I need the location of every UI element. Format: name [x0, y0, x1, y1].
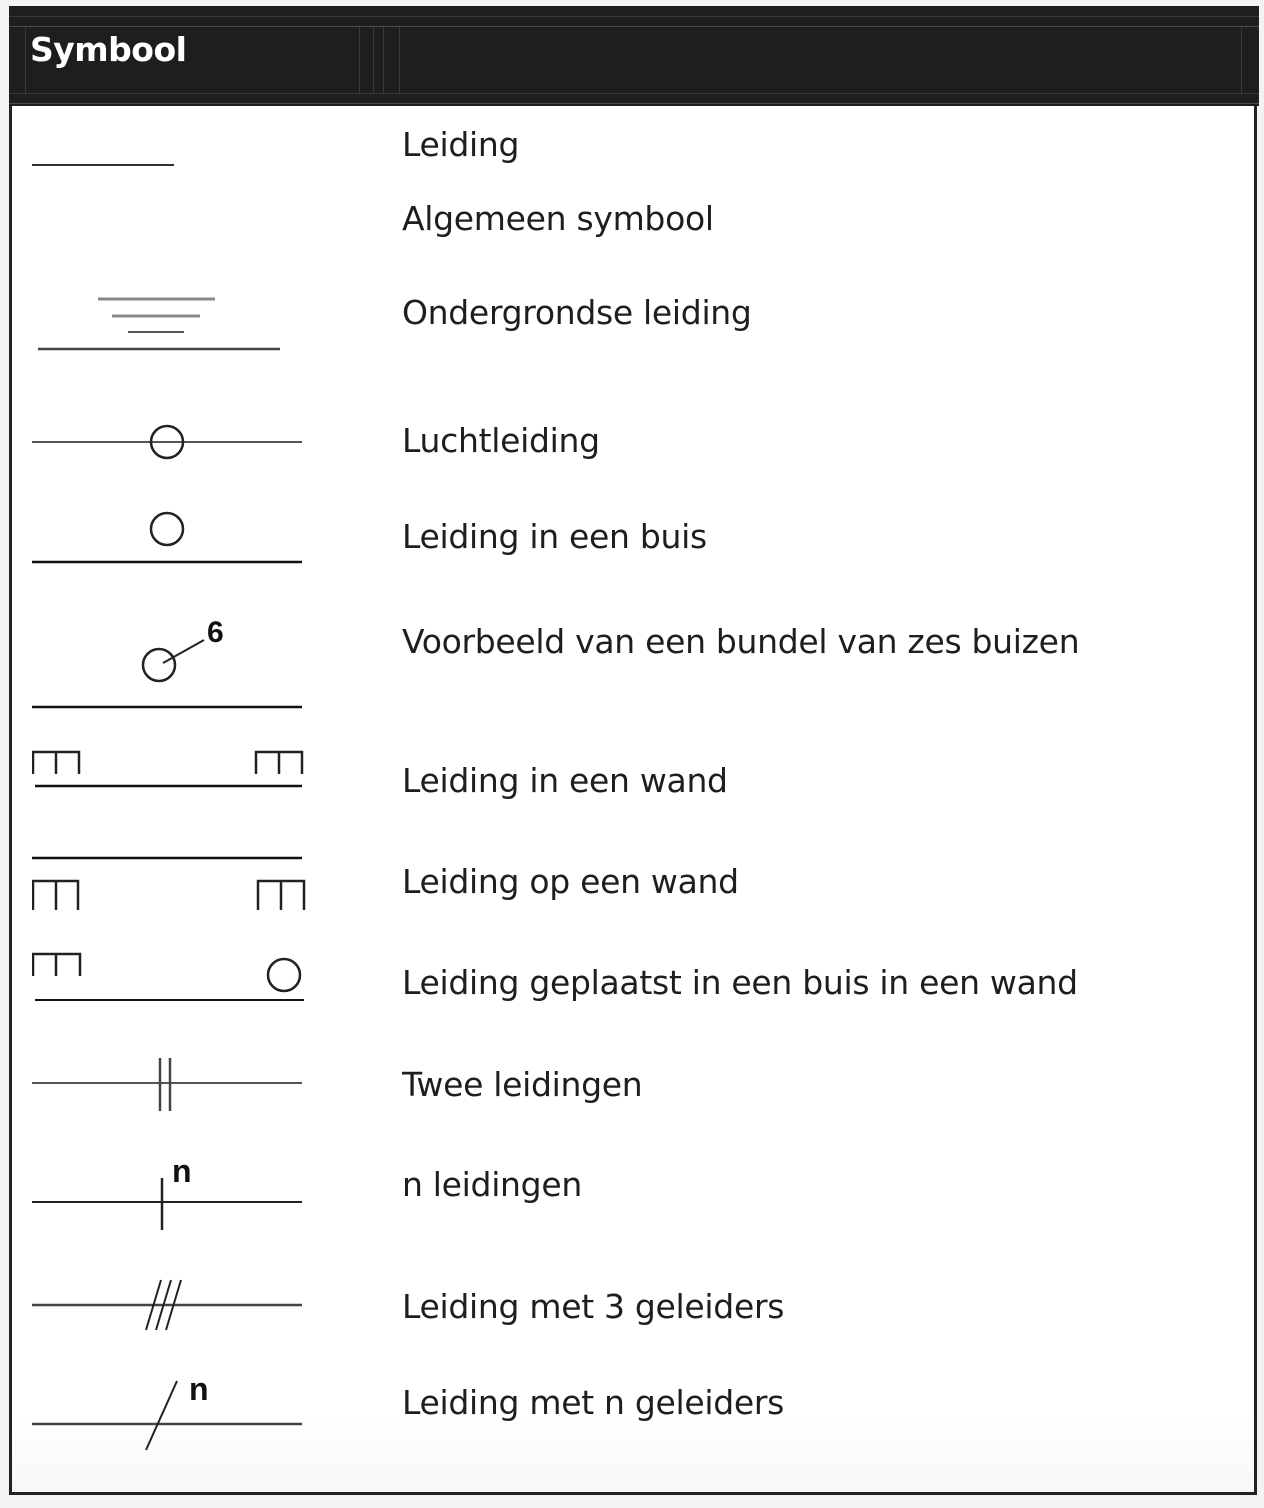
- n-conductors-icon: [32, 1368, 322, 1492]
- row-description: Twee leidingen: [402, 1065, 643, 1104]
- row-description: Leiding geplaatst in een buis in een wand: [402, 963, 1078, 1002]
- line-in-wall-icon: [32, 746, 322, 845]
- table-row: [9, 1150, 1257, 1271]
- row-description: Voorbeeld van een bundel van zes buizen: [402, 622, 1080, 661]
- svg-text:6: 6: [207, 616, 224, 649]
- table-row: [9, 502, 1257, 606]
- svg-text:n: n: [172, 1153, 192, 1189]
- plain-line-icon: [32, 106, 322, 278]
- table-row: [9, 746, 1257, 848]
- row-description: Leiding op een wand: [402, 862, 739, 901]
- row-description: Leiding met n geleiders: [402, 1383, 785, 1422]
- table-header: [9, 6, 1259, 106]
- line-on-wall-icon: [32, 845, 322, 948]
- table-row: [9, 402, 1257, 505]
- table-row: [9, 1268, 1257, 1371]
- row-description: Luchtleiding: [402, 421, 600, 460]
- table-row: [9, 948, 1257, 1049]
- table-row: [9, 106, 1257, 281]
- table-row: [9, 845, 1257, 951]
- underground-line-icon: [32, 278, 322, 402]
- row-description: Leiding in een wand: [402, 761, 728, 800]
- table-row: [9, 1046, 1257, 1153]
- three-conductors-icon: [32, 1268, 322, 1368]
- line-in-conduit-in-wall-icon: [32, 948, 322, 1046]
- row-description-secondary: Algemeen symbool: [402, 199, 714, 238]
- line-in-conduit-icon: [32, 502, 322, 603]
- n-lines-icon: [32, 1150, 322, 1268]
- table-row: [9, 278, 1257, 405]
- overhead-line-icon: [32, 402, 322, 502]
- row-description: Ondergrondse leiding: [402, 293, 752, 332]
- row-description: Leiding: [402, 125, 520, 164]
- row-description: n leidingen: [402, 1165, 582, 1204]
- two-lines-icon: [32, 1046, 322, 1150]
- svg-text:n: n: [189, 1371, 209, 1407]
- table-row: [9, 1368, 1257, 1495]
- header-symbol: Symbool: [30, 30, 187, 69]
- row-description: Leiding met 3 geleiders: [402, 1287, 785, 1326]
- table-row: [9, 603, 1257, 749]
- bundle-six-conduits-icon: [32, 603, 322, 746]
- row-description: Leiding in een buis: [402, 517, 707, 556]
